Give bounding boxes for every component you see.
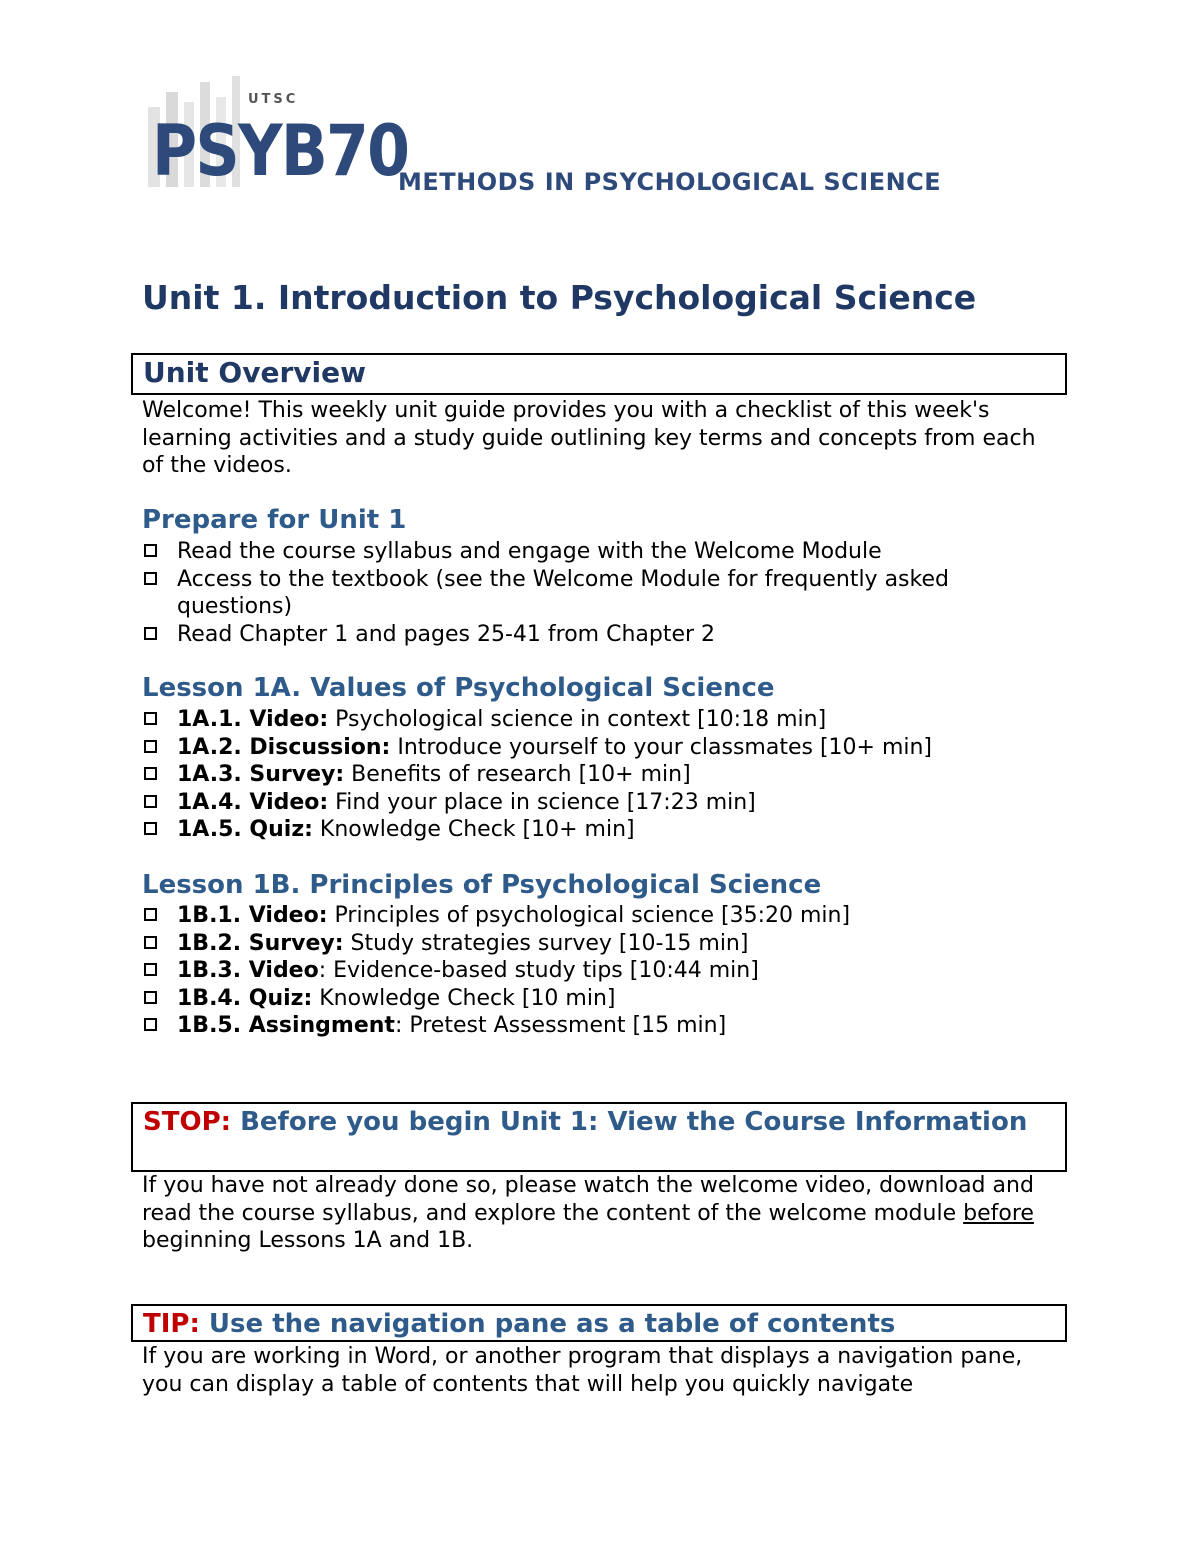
prepare-heading: Prepare for Unit 1: [142, 505, 407, 535]
checklist-item: 1B.1. Video: Principles of psychological science [35:20 min]: [142, 902, 1062, 930]
checkbox-icon[interactable]: [144, 908, 157, 921]
lesson-1a-checklist: [142, 706, 1062, 844]
checklist-item: 1A.2. Discussion: Introduce yourself to your classmates [10+ min]: [142, 734, 1062, 762]
tip-heading: Use the navigation pane as a table of contents: [199, 1309, 896, 1339]
checklist-item: 1B.4. Quiz: Knowledge Check [10 min]: [142, 985, 1062, 1013]
checkbox-icon[interactable]: [144, 740, 157, 753]
overview-text: Welcome! This weekly unit guide provides you with a checklist of this week's learning activities and a study guide outlining key terms and concepts from each of the videos.: [142, 398, 1036, 478]
checkbox-icon[interactable]: [144, 544, 157, 557]
checkbox-icon[interactable]: [144, 936, 157, 949]
checklist-item: 1B.5. Assingment: Pretest Assessment [15 min]: [142, 1012, 1062, 1040]
checkbox-icon[interactable]: [144, 767, 157, 780]
checklist-item: Read Chapter 1 and pages 25-41 from Chapter 2: [142, 621, 1062, 649]
checklist-item: Read the course syllabus and engage with the Welcome Module: [142, 538, 1062, 566]
stop-text: If you have not already done so, please watch the welcome video, download and read the course syllabus, and explore the content of the welcome module before beginning Lessons 1A and 1B.: [142, 1173, 1034, 1253]
checklist-item: 1A.1. Video: Psychological science in context [10:18 min]: [142, 706, 1062, 734]
stop-heading: Before you begin Unit 1: View the Course Information: [231, 1107, 1028, 1137]
lesson-1b-checklist: [142, 902, 1062, 1040]
stop-heading-box: [131, 1102, 1067, 1172]
overview-heading-box: [131, 353, 1067, 395]
logo-institution: UTSC: [248, 92, 299, 107]
lesson-1b-heading: Lesson 1B. Principles of Psychological Science: [142, 870, 822, 900]
logo-course-code: PSYB70: [152, 110, 409, 192]
checkbox-icon[interactable]: [144, 572, 157, 585]
logo-course-name: METHODS IN PSYCHOLOGICAL SCIENCE: [398, 168, 942, 196]
page-title: Unit 1. Introduction to Psychological Science: [142, 278, 977, 317]
checkbox-icon[interactable]: [144, 822, 157, 835]
checkbox-icon[interactable]: [144, 963, 157, 976]
stop-label: STOP:: [143, 1107, 232, 1137]
checklist-item: 1B.3. Video: Evidence-based study tips [10:44 min]: [142, 957, 1062, 985]
tip-label: TIP:: [143, 1309, 200, 1339]
tip-heading-box: [131, 1304, 1067, 1342]
checklist-item: 1A.4. Video: Find your place in science [17:23 min]: [142, 789, 1062, 817]
checklist-item: 1A.5. Quiz: Knowledge Check [10+ min]: [142, 816, 1062, 844]
checkbox-icon[interactable]: [144, 712, 157, 725]
checkbox-icon[interactable]: [144, 1018, 157, 1031]
course-logo: [140, 72, 1000, 212]
checkbox-icon[interactable]: [144, 991, 157, 1004]
checklist-item: Access to the textbook (see the Welcome Module for frequently asked questions): [142, 566, 1062, 621]
lesson-1a-heading: Lesson 1A. Values of Psychological Science: [142, 673, 775, 703]
overview-heading: Unit Overview: [143, 356, 366, 389]
checkbox-icon[interactable]: [144, 795, 157, 808]
prepare-checklist: [142, 538, 1062, 648]
checkbox-icon[interactable]: [144, 627, 157, 640]
tip-text: If you are working in Word, or another program that displays a navigation pane, you can display a table of contents that will help you quickly navigate: [142, 1344, 1023, 1397]
checklist-item: 1B.2. Survey: Study strategies survey [10-15 min]: [142, 930, 1062, 958]
checklist-item: 1A.3. Survey: Benefits of research [10+ min]: [142, 761, 1062, 789]
